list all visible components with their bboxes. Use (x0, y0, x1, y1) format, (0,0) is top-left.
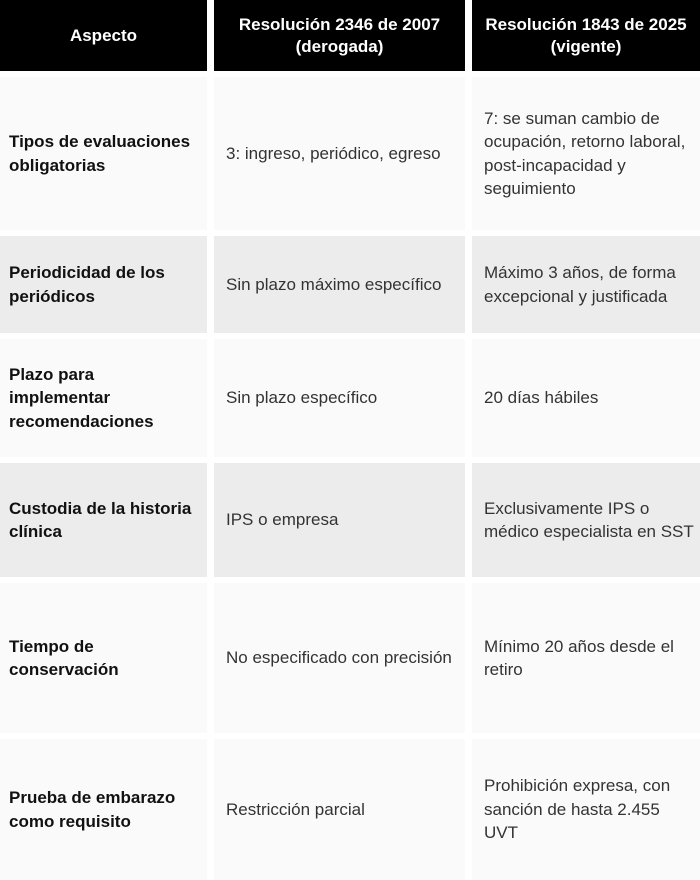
table-row-aspect: Prueba de embarazo como requisito (0, 739, 207, 880)
header-resolution-2007: Resolución 2346 de 2007 (derogada) (214, 0, 465, 71)
table-row-old: No especificado con precisión (214, 583, 465, 733)
table-row-old: 3: ingreso, periódico, egreso (214, 77, 465, 230)
table-row-new: 7: se suman cambio de ocupación, retorno laboral, post-incapacidad y seguimiento (472, 77, 700, 230)
header-aspect: Aspecto (0, 0, 207, 71)
table-row-aspect: Tipos de evaluaciones obligatorias (0, 77, 207, 230)
table-row-new: Prohibición expresa, con sanción de hasta 2.455 UVT (472, 739, 700, 880)
table-row-aspect: Tiempo de conservación (0, 583, 207, 733)
table-row-aspect: Custodia de la historia clínica (0, 463, 207, 577)
table-row-old: Sin plazo específico (214, 339, 465, 457)
table-row-new: Máximo 3 años, de forma excepcional y justificada (472, 236, 700, 333)
table-row-aspect: Periodicidad de los periódicos (0, 236, 207, 333)
table-row-old: Sin plazo máximo específico (214, 236, 465, 333)
table-row-old: IPS o empresa (214, 463, 465, 577)
table-row-old: Restricción parcial (214, 739, 465, 880)
table-row-aspect: Plazo para implementar recomendaciones (0, 339, 207, 457)
header-resolution-2025: Resolución 1843 de 2025 (vigente) (472, 0, 700, 71)
table-row-new: 20 días hábiles (472, 339, 700, 457)
table-row-new: Mínimo 20 años desde el retiro (472, 583, 700, 733)
table-row-new: Exclusivamente IPS o médico especialista en SST (472, 463, 700, 577)
